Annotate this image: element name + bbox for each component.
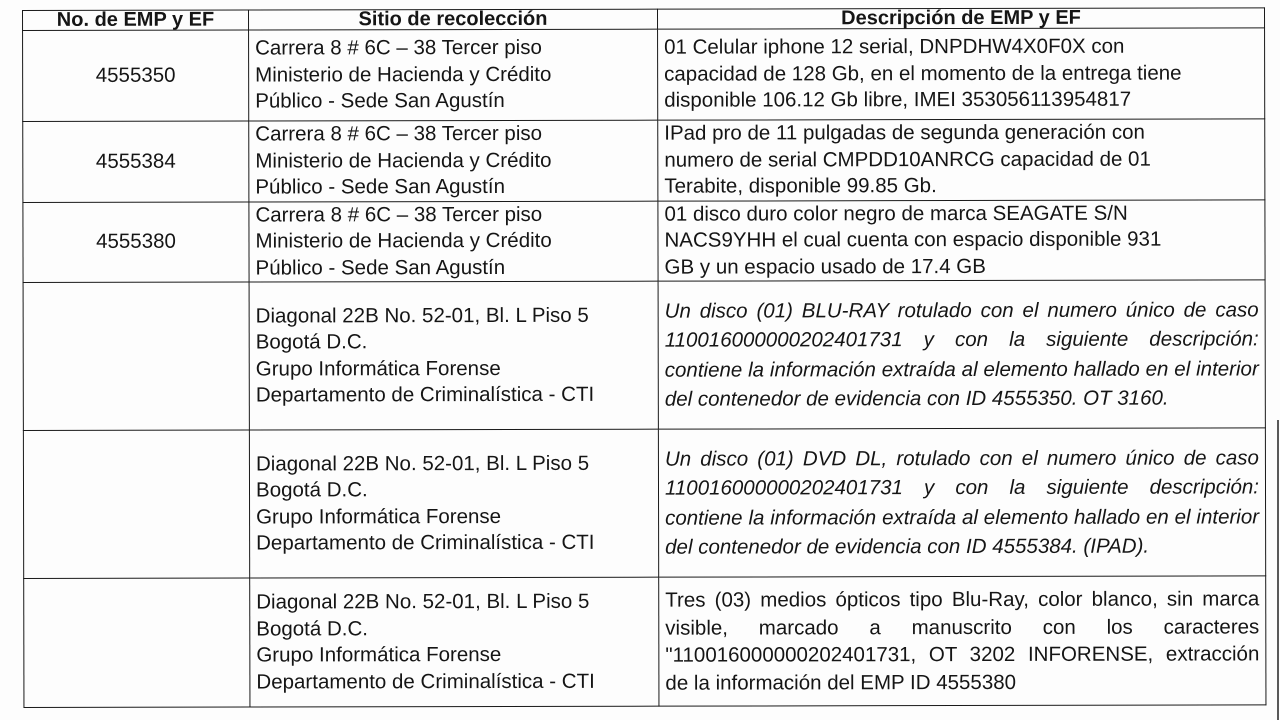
site-line: Grupo Informática Forense [256,642,502,667]
column-header-description: Descripción de EMP y EF [657,8,1264,29]
collection-site [249,281,658,430]
description-line: IPad pro de 11 pulgadas de segunda generación con [664,120,1145,145]
site-line: Carrera 8 # 6C – 38 Tercer piso [255,121,543,146]
collection-site [250,577,659,707]
evidence-description [658,28,1265,120]
site-line: Bogotá D.C. [255,478,368,502]
description-line: disponible 106.12 Gb libre, IMEI 353056113954817 [664,87,1132,112]
evidence-description: Tres (03) medios ópticos tipo Blu-Ray, color blanco, sin marca visible, marcado a manuscrito con los caracteres "110016000000202401731, OT 3202 INFORENSE, extracción de la información del EMP ID 4555380 [659,576,1266,706]
site-line: Público - Sede San Agustín [255,174,505,199]
evidence-description: Un disco (01) BLU-RAY rotulado con el numero único de caso 110016000000202401731 y con la siguiente descripción: contiene la información extraída al elemento hallado en el interior del contenedor de evidencia con ID 4555350. OT 3160. [658,280,1265,429]
site-line: Departamento de Criminalística - CTI [255,382,595,407]
site-line: Diagonal 22B No. 52-01, Bl. L Piso 5 [255,451,590,476]
evidence-number: 4555384 [23,121,249,202]
table-header-row [23,8,1265,31]
table-row [23,28,1265,122]
table-row [23,119,1265,202]
site-line: Carrera 8 # 6C – 38 Tercer piso [255,202,543,227]
collection-site [249,429,658,578]
collection-site [249,29,658,121]
evidence-number: 4555350 [23,30,249,121]
site-line: Carrera 8 # 6C – 38 Tercer piso [255,36,542,60]
description-line: 01 Celular iphone 12 serial, DNPDHW4X0F0X con [664,34,1125,59]
site-line: Departamento de Criminalística - CTI [256,669,595,694]
scan-edge-shadow [1277,420,1279,720]
description-line: GB y un espacio usado de 17.4 GB [664,254,986,279]
evidence-number [24,578,250,707]
site-line: Diagonal 22B No. 52-01, Bl. L Piso 5 [256,589,590,614]
site-line: Bogotá D.C. [255,330,368,354]
description-line: 01 disco duro color negro de marca SEAGATE S/N [664,201,1128,226]
site-line: Público - Sede San Agustín [255,89,505,113]
site-line: Ministerio de Hacienda y Crédito [255,62,552,87]
site-line: Grupo Informática Forense [255,356,501,381]
description-line: NACS9YHH el cual cuenta con espacio disponible 931 [664,227,1162,252]
table-row [23,280,1265,431]
column-header-number: No. de EMP y EF [23,10,249,30]
site-line: Ministerio de Hacienda y Crédito [255,228,552,253]
evidence-number [23,282,249,430]
evidence-description: Un disco (01) DVD DL, rotulado con el numero único de caso 110016000000202401731 y con la siguiente descripción: contiene la información extraída al elemento hallado en el interior del contenedor de evidencia con ID 4555384. (IPAD). [658,428,1265,577]
table-row [23,199,1265,282]
description-line: capacidad de 128 Gb, en el momento de la entrega tiene [664,61,1182,86]
evidence-number: 4555380 [23,202,249,283]
description-line: Terabite, disponible 99.85 Gb. [664,174,937,198]
column-header-site: Sitio de recolección [249,9,658,30]
site-line: Bogotá D.C. [256,616,368,641]
site-line: Público - Sede San Agustín [255,255,506,280]
evidence-table [22,7,1266,708]
evidence-number [23,430,249,578]
table-row [24,576,1266,708]
site-line: Diagonal 22B No. 52-01, Bl. L Piso 5 [255,303,589,328]
table-row [23,428,1265,579]
site-line: Grupo Informática Forense [256,504,502,529]
collection-site [249,201,658,282]
site-line: Ministerio de Hacienda y Crédito [255,148,552,173]
collection-site [249,120,658,201]
evidence-description [658,119,1265,201]
site-line: Departamento de Criminalística - CTI [256,530,595,555]
evidence-description [658,199,1265,281]
description-line: numero de serial CMPDD10ANRCG capacidad de 01 [664,147,1151,172]
